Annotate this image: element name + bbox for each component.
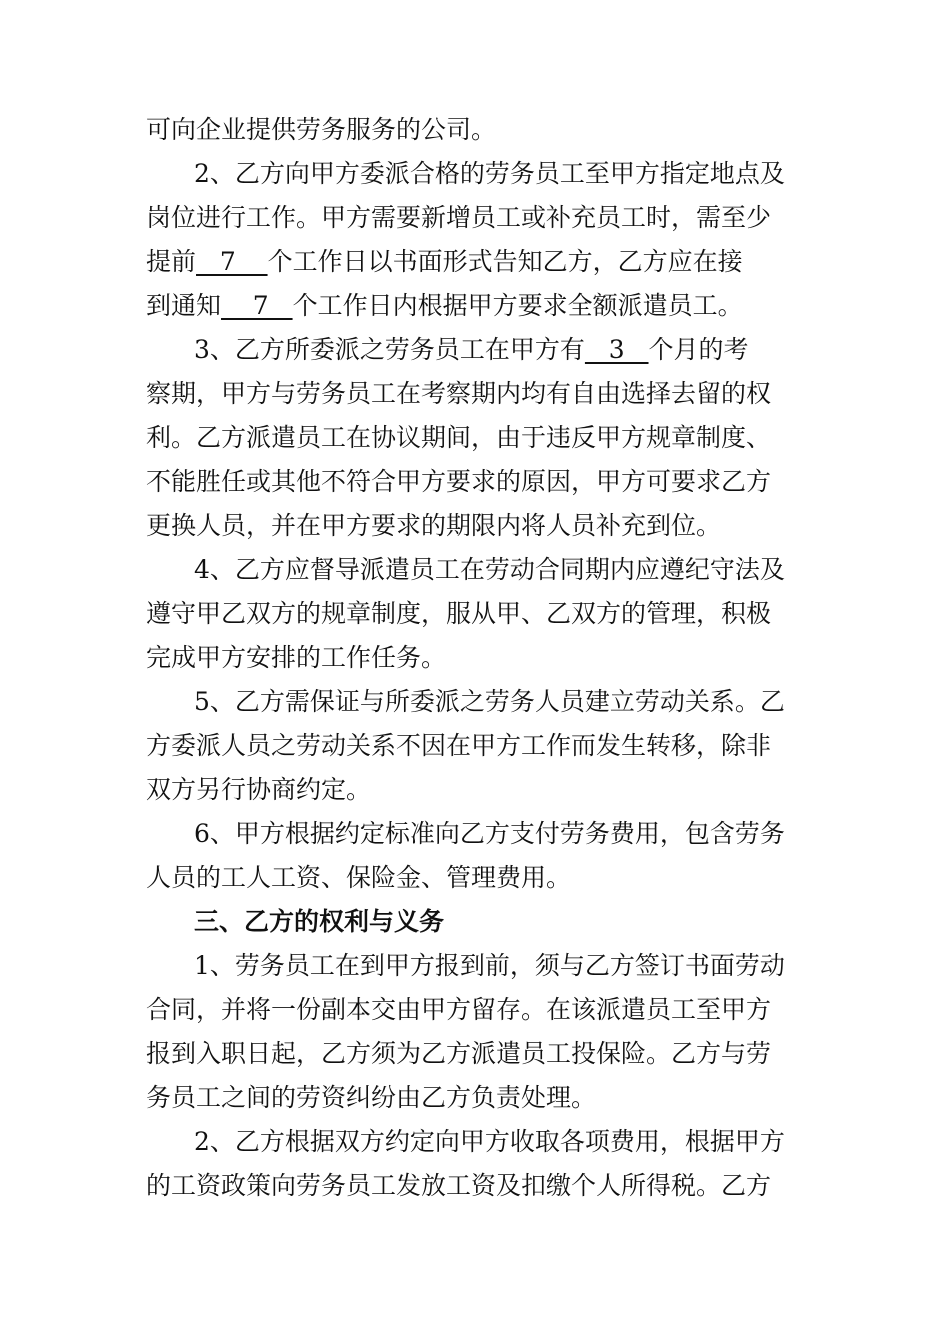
text-line: 遵守甲乙双方的规章制度，服从甲、乙双方的管理，积极 bbox=[146, 599, 772, 628]
text-line: 人员的工人工资、保险金、管理费用。 bbox=[146, 863, 572, 892]
text-segment: 到通知 bbox=[146, 291, 222, 320]
text-segment: 个月的考 bbox=[648, 335, 749, 364]
text-line: 利。乙方派遣员工在协议期间，由于违反甲方规章制度、 bbox=[146, 423, 772, 452]
text-segment: 提前 bbox=[146, 247, 197, 276]
text-line: 察期，甲方与劳务员工在考察期内均有自由选择去留的权 bbox=[146, 379, 772, 408]
section-3-clause-2-line-1: 2、乙方根据双方约定向甲方收取各项费用，根据甲方 bbox=[194, 1127, 785, 1156]
section-heading: 三、乙方的权利与义务 bbox=[194, 907, 445, 936]
text-line: 岗位进行工作。甲方需要新增员工或补充员工时，需至少 bbox=[146, 203, 772, 232]
text-line: 务员工之间的劳资纠纷由乙方负责处理。 bbox=[146, 1083, 597, 1112]
text-segment: 个工作日内根据甲方要求全额派遣员工。 bbox=[292, 291, 743, 320]
filled-blank: 7 bbox=[196, 247, 268, 276]
text-segment: 个工作日以书面形式告知乙方，乙方应在接 bbox=[267, 247, 743, 276]
clause-3-line-1 bbox=[194, 335, 749, 365]
text-line-with-blank bbox=[146, 247, 743, 277]
text-line: 可向企业提供劳务服务的公司。 bbox=[146, 115, 497, 144]
clause-4-line-1: 4、乙方应督导派遣员工在劳动合同期内应遵纪守法及 bbox=[194, 555, 785, 584]
text-line: 双方另行协商约定。 bbox=[146, 775, 372, 804]
section-3-clause-1-line-1: 1、劳务员工在到甲方报到前，须与乙方签订书面劳动 bbox=[194, 951, 785, 980]
text-segment: 3、乙方所委派之劳务员工在甲方有 bbox=[194, 335, 585, 364]
filled-blank: 3 bbox=[584, 335, 649, 364]
clause-6-line-1: 6、甲方根据约定标准向乙方支付劳务费用，包含劳务 bbox=[194, 819, 785, 848]
filled-blank: 7 bbox=[221, 291, 293, 320]
text-line: 方委派人员之劳动关系不因在甲方工作而发生转移，除非 bbox=[146, 731, 772, 760]
text-line: 不能胜任或其他不符合甲方要求的原因，甲方可要求乙方 bbox=[146, 467, 772, 496]
text-line: 完成甲方安排的工作任务。 bbox=[146, 643, 447, 672]
clause-5-line-1: 5、乙方需保证与所委派之劳务人员建立劳动关系。乙 bbox=[194, 687, 785, 716]
text-line: 更换人员，并在甲方要求的期限内将人员补充到位。 bbox=[146, 511, 722, 540]
text-line: 报到入职日起，乙方须为乙方派遣员工投保险。乙方与劳 bbox=[146, 1039, 772, 1068]
text-line: 合同，并将一份副本交由甲方留存。在该派遣员工至甲方 bbox=[146, 995, 772, 1024]
text-line: 的工资政策向劳务员工发放工资及扣缴个人所得税。乙方 bbox=[146, 1171, 772, 1200]
clause-2-line-1: 2、乙方向甲方委派合格的劳务员工至甲方指定地点及 bbox=[194, 159, 785, 188]
text-line-with-blank bbox=[146, 291, 743, 321]
